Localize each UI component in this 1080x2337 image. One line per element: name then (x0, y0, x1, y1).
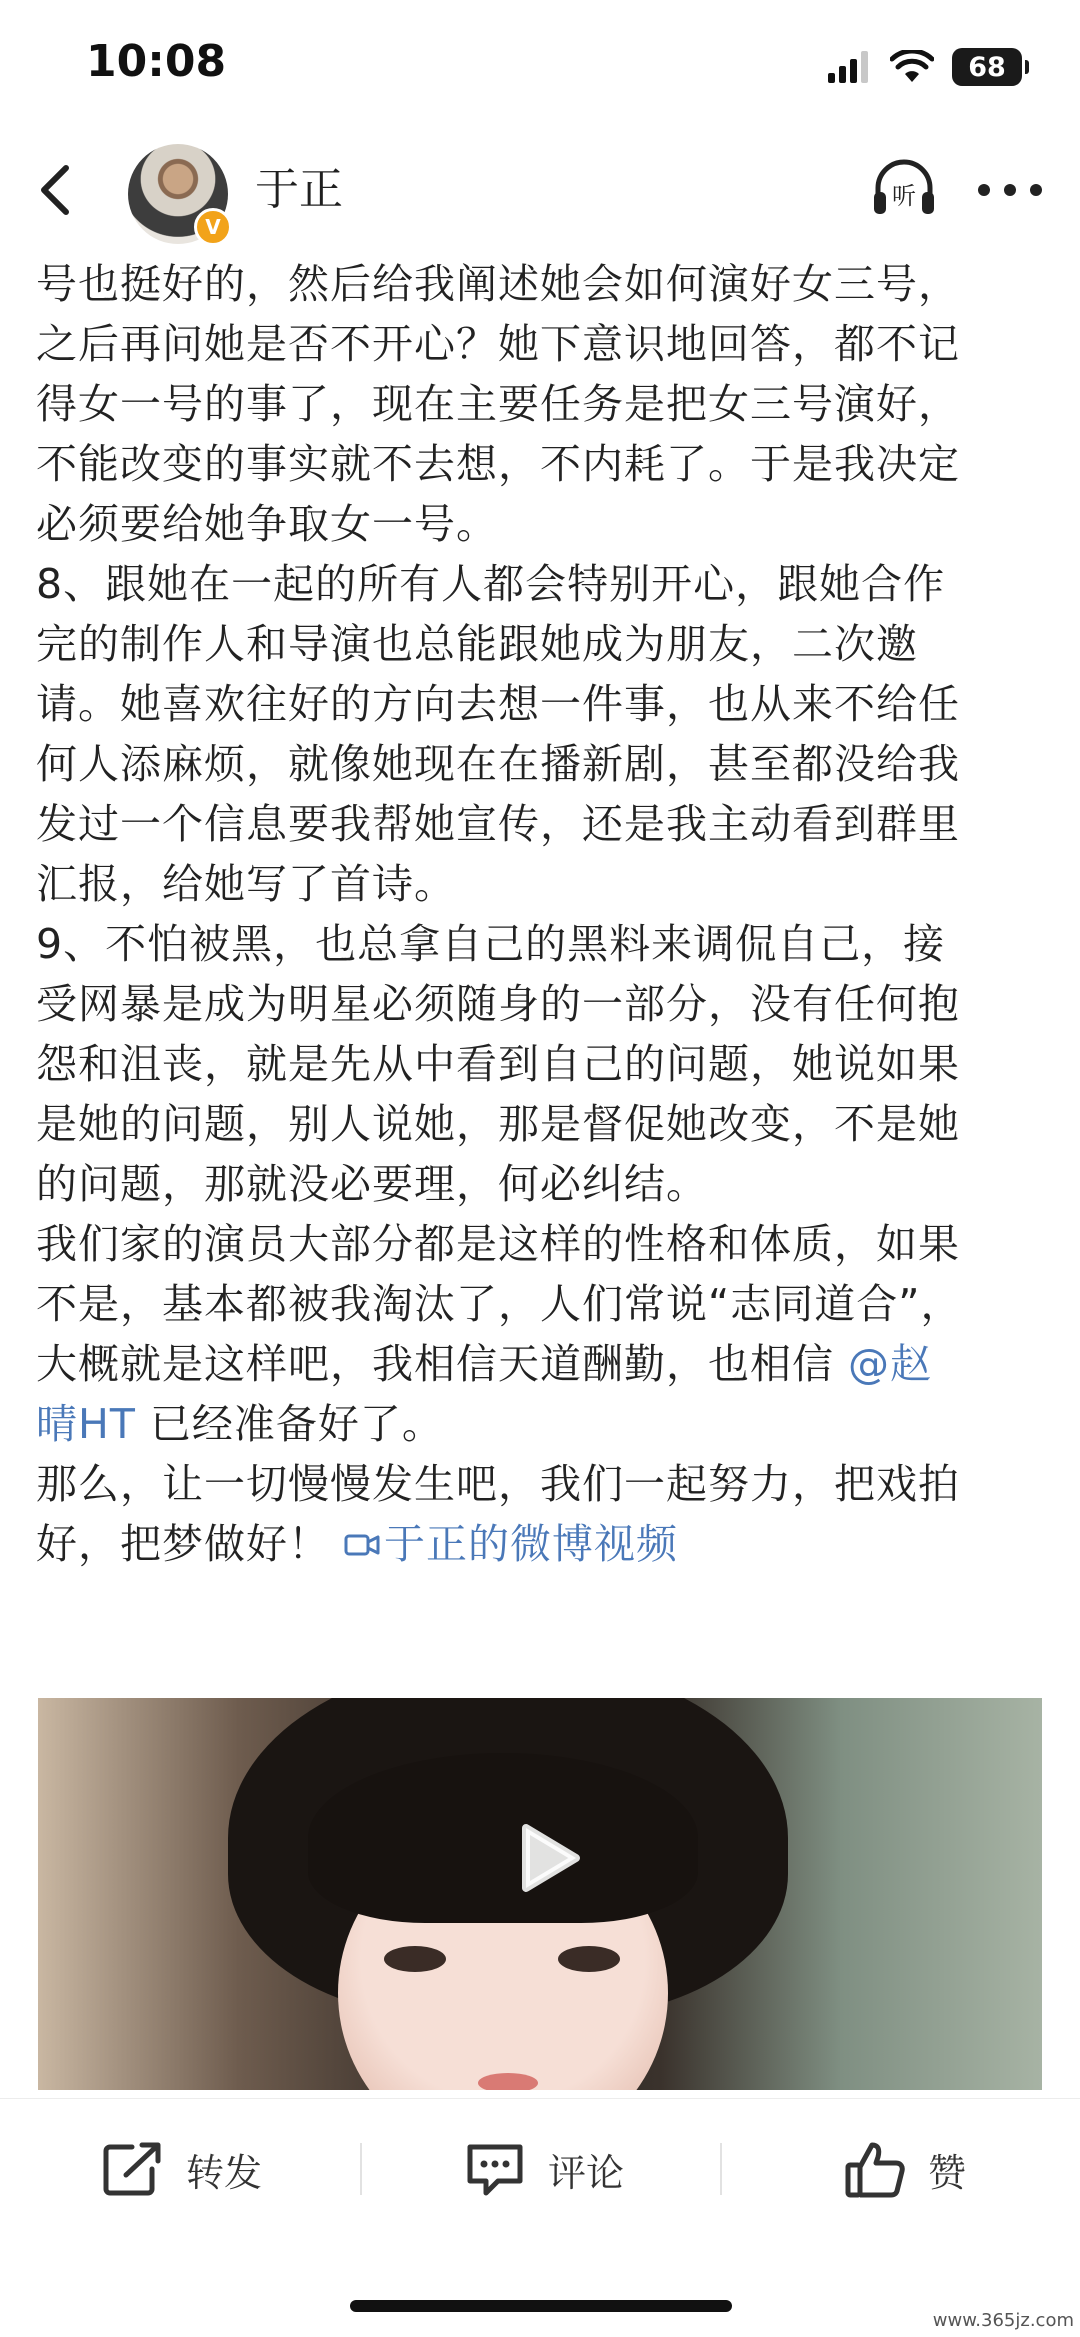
vip-badge-icon: V (194, 208, 232, 246)
video-thumbnail[interactable] (38, 1698, 1042, 2090)
post-line: 不能改变的事实就不去想，不内耗了。于是我决定 (36, 440, 960, 488)
battery-icon: 68 (952, 48, 1022, 86)
video-link[interactable] (344, 1520, 678, 1568)
post-line: 我们家的演员大部分都是这样的性格和体质，如果 (36, 1220, 960, 1268)
post-line-text: 已经准备好了。 (135, 1400, 444, 1448)
thumbs-up-icon (844, 2139, 906, 2199)
post-line: 怨和沮丧，就是先从中看到自己的问题，她说如果 (36, 1040, 960, 1088)
post-line: 那么，让一切慢慢发生吧，我们一起努力，把戏拍 (36, 1460, 960, 1508)
post-line (36, 1334, 1046, 1394)
watermark: www.365jz.com (932, 2310, 1074, 2331)
home-indicator[interactable] (350, 2300, 732, 2312)
play-icon[interactable] (496, 1810, 592, 1906)
video-link-text: 于正的微博视频 (384, 1520, 679, 1568)
comment-icon (464, 2141, 526, 2197)
nav-bar (0, 130, 1080, 250)
signal-icon (828, 51, 872, 83)
mention-link-continued[interactable]: 晴HT (36, 1400, 136, 1448)
video-link-icon (344, 1529, 380, 1561)
like-label: 赞 (928, 2150, 967, 2195)
post-line: 请。她喜欢往好的方向去想一件事，也从来不给任 (36, 680, 960, 728)
post-line: 必须要给她争取女一号。 (36, 500, 498, 548)
thumbnail-lip (478, 2073, 538, 2090)
post-line: 完的制作人和导演也总能跟她成为朋友，二次邀 (36, 620, 918, 668)
post-line (36, 1514, 1046, 1574)
post-line: 不是，基本都被我淘汰了，人们常说“志同道合”， (36, 1280, 963, 1328)
post-line: 的问题，那就没必要理，何必纠结。 (36, 1160, 708, 1208)
listen-icon[interactable] (868, 152, 940, 224)
post-line: 何人添麻烦，就像她现在在播新剧，甚至都没给我 (36, 740, 960, 788)
post-line: 受网暴是成为明星必须随身的一部分，没有任何抱 (36, 980, 960, 1028)
repost-icon (102, 2141, 164, 2197)
svg-text:听: 听 (892, 182, 916, 210)
like-button[interactable] (844, 2137, 966, 2201)
mention-link[interactable]: @赵 (848, 1340, 933, 1388)
status-icons (828, 46, 1022, 88)
post-line-text: 好，把梦做好！ (36, 1520, 345, 1568)
status-bar (0, 0, 1080, 130)
repost-label: 转发 (186, 2150, 263, 2195)
post-line-text: 大概就是这样吧，我相信天道酬勤，也相信 (36, 1340, 849, 1388)
post-line: 发过一个信息要我帮她宣传，还是我主动看到群里 (36, 800, 960, 848)
post-line: 汇报，给她写了首诗。 (36, 860, 456, 908)
toolbar-divider (720, 2143, 722, 2195)
toolbar-divider (360, 2143, 362, 2195)
post-line: 号也挺好的，然后给我阐述她会如何演好女三号， (36, 260, 960, 308)
more-icon[interactable] (974, 170, 1046, 210)
post-line: 之后再问她是否不开心？她下意识地回答，都不记 (36, 320, 960, 368)
comment-label: 评论 (548, 2150, 625, 2195)
wifi-icon (890, 50, 934, 84)
back-icon[interactable] (28, 160, 88, 220)
post-line: 8、跟她在一起的所有人都会特别开心，跟她合作 (36, 560, 946, 608)
profile-name[interactable]: 于正 (255, 164, 343, 215)
post-body (36, 254, 1046, 1574)
post-line: 是她的问题，别人说她，那是督促她改变，不是她 (36, 1100, 960, 1148)
avatar[interactable] (128, 144, 228, 244)
repost-button[interactable] (102, 2137, 262, 2201)
post-line: 9、不怕被黑，也总拿自己的黑料来调侃自己，接 (36, 920, 946, 968)
thumbnail-eye (384, 1946, 446, 1972)
post-line (36, 1394, 1046, 1454)
thumbnail-eye (558, 1946, 620, 1972)
status-time: 10:08 (86, 36, 227, 87)
comment-button[interactable] (464, 2137, 624, 2201)
bottom-toolbar (0, 2098, 1080, 2239)
post-line: 得女一号的事了，现在主要任务是把女三号演好， (36, 380, 960, 428)
